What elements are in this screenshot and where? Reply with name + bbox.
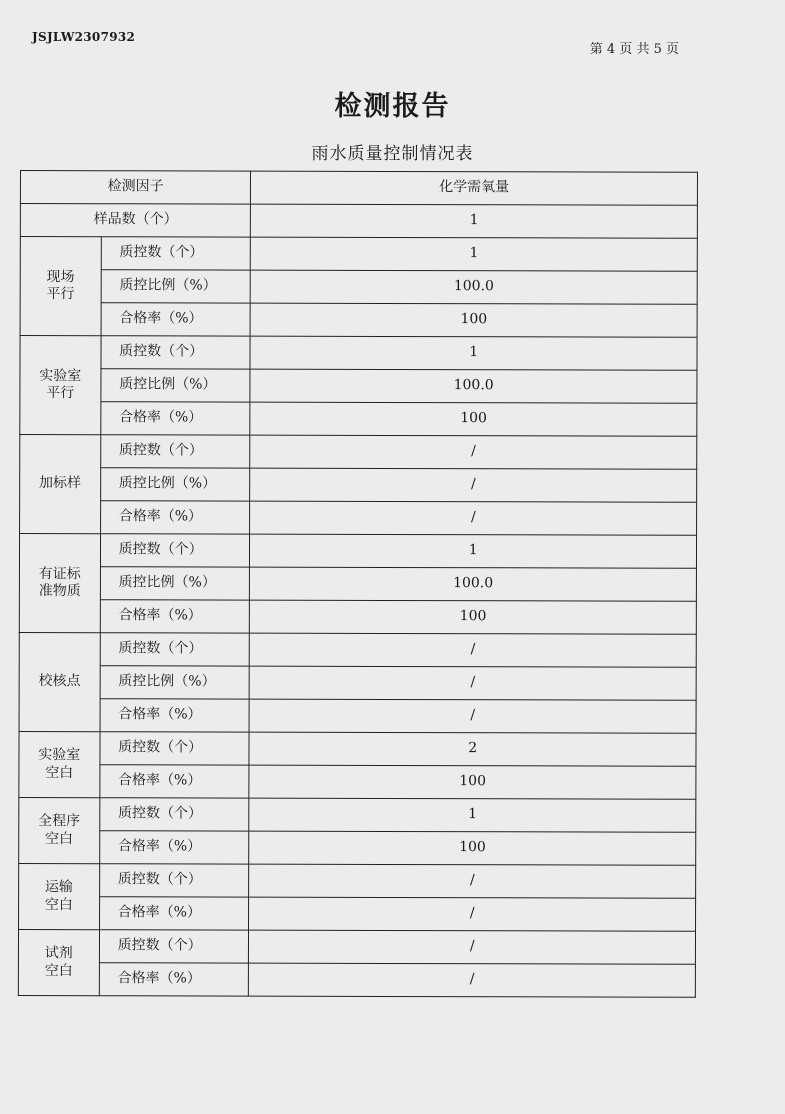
qc-group-label [19, 863, 100, 929]
qc-item-label: 合格率（%） [101, 303, 251, 336]
qc-item-value: 100.0 [250, 369, 697, 403]
qc-group-label-line: 实验室 [38, 747, 81, 764]
qc-item-label: 质控比例（%） [100, 666, 250, 699]
table-row [18, 929, 695, 964]
qc-group-label [19, 731, 100, 797]
table-row [19, 566, 696, 601]
qc-item-value: / [249, 699, 696, 733]
qc-item-value: 100 [250, 600, 697, 634]
qc-item-label: 合格率（%） [100, 501, 250, 534]
table-row [19, 764, 696, 799]
qc-group-label-line: 空白 [45, 830, 74, 847]
qc-item-value: 100 [251, 303, 698, 337]
qc-item-value: / [250, 666, 697, 700]
qc-item-label: 质控数（个） [99, 930, 249, 963]
header-factor-value: 化学需氧量 [251, 171, 698, 205]
qc-group-label-line: 实验室 [39, 367, 82, 384]
qc-item-value: / [250, 468, 697, 502]
qc-item-value: 100 [250, 402, 697, 436]
qc-group-label-line: 空白 [44, 962, 73, 979]
table-row [20, 369, 697, 404]
qc-item-label: 质控比例（%） [101, 369, 251, 402]
quality-control-table [18, 170, 698, 998]
qc-item-value: 1 [249, 798, 696, 832]
sample-count-value: 1 [251, 204, 698, 238]
table-header-row [20, 171, 697, 206]
table-row [20, 468, 697, 503]
qc-group-label-line: 现场 [46, 268, 75, 285]
table-row [19, 863, 696, 898]
qc-item-label: 合格率（%） [99, 897, 249, 930]
qc-item-value: / [249, 963, 696, 997]
qc-group-label-line: 加标样 [38, 475, 82, 492]
table-row [20, 237, 697, 272]
table-row [18, 962, 695, 997]
qc-item-label: 质控数（个） [99, 798, 249, 831]
table-row [19, 632, 696, 667]
table-row [20, 303, 697, 338]
qc-item-label: 质控比例（%） [101, 270, 251, 303]
qc-group-label-line: 试剂 [44, 945, 73, 962]
qc-item-value: / [250, 501, 697, 535]
qc-item-label: 质控数（个） [100, 534, 250, 567]
table-row [20, 402, 697, 437]
qc-group-label [19, 797, 100, 863]
table-row [19, 896, 696, 931]
table-row [19, 665, 696, 700]
qc-item-label: 合格率（%） [99, 831, 249, 864]
qc-item-value: / [249, 930, 696, 964]
table-row [19, 731, 696, 766]
report-title: 检测报告 [334, 91, 451, 122]
qc-group-label-line: 运输 [44, 879, 73, 896]
table-row [20, 270, 697, 305]
sample-count-row [20, 204, 697, 239]
qc-item-value: / [249, 897, 696, 931]
qc-item-value: 1 [250, 534, 697, 568]
qc-item-label: 质控数（个） [100, 732, 250, 765]
qc-group-label-line: 全程序 [38, 813, 81, 830]
qc-item-value: / [250, 435, 697, 469]
qc-item-value: 100.0 [250, 567, 697, 601]
qc-group-label-line: 准物质 [38, 583, 81, 600]
qc-item-value: / [249, 864, 696, 898]
qc-item-label: 质控数（个） [100, 435, 250, 468]
table-row [19, 534, 696, 569]
qc-item-value: 2 [249, 732, 696, 766]
qc-group-label-line: 空白 [45, 764, 74, 781]
table-row [19, 830, 696, 865]
report-number: JSJLW2307932 [32, 30, 136, 44]
qc-group-label [20, 336, 101, 435]
qc-item-label: 合格率（%） [99, 963, 249, 996]
qc-item-label: 合格率（%） [100, 699, 250, 732]
qc-group-label [20, 435, 101, 534]
qc-group-label [18, 929, 99, 995]
qc-item-value: 100 [249, 831, 696, 865]
qc-group-label-line: 校核点 [38, 673, 81, 690]
qc-item-label: 质控比例（%） [100, 468, 250, 501]
qc-item-value: 1 [250, 336, 697, 370]
qc-group-label [19, 534, 100, 633]
qc-item-label: 质控数（个） [99, 864, 249, 897]
qc-group-label-line: 平行 [46, 385, 75, 402]
table-row [20, 501, 697, 536]
qc-group-label [20, 237, 101, 336]
qc-group-label-line: 平行 [46, 286, 75, 303]
qc-group-label [19, 632, 100, 731]
qc-item-value: 100.0 [251, 270, 698, 304]
table-row [20, 336, 697, 371]
qc-item-label: 质控比例（%） [100, 567, 250, 600]
qc-group-label-line: 空白 [44, 896, 73, 913]
table-row [19, 797, 696, 832]
qc-item-label: 质控数（个） [101, 237, 251, 270]
table-row [20, 435, 697, 470]
qc-item-value: / [250, 633, 697, 667]
qc-item-value: 1 [251, 237, 698, 271]
qc-item-label: 合格率（%） [99, 765, 249, 798]
header-factor-label: 检测因子 [20, 171, 251, 205]
qc-item-label: 合格率（%） [100, 402, 250, 435]
qc-item-label: 质控数（个） [101, 336, 251, 369]
qc-item-label: 合格率（%） [100, 600, 250, 633]
table-row [19, 599, 696, 634]
page-indicator: 第 4 页 共 5 页 [589, 42, 679, 57]
qc-item-label: 质控数（个） [100, 633, 250, 666]
table-row [19, 698, 696, 733]
sample-count-label: 样品数（个） [20, 204, 251, 238]
table-subtitle: 雨水质量控制情况表 [311, 144, 474, 164]
qc-item-value: 100 [249, 765, 696, 799]
qc-group-label-line: 有证标 [38, 565, 81, 582]
